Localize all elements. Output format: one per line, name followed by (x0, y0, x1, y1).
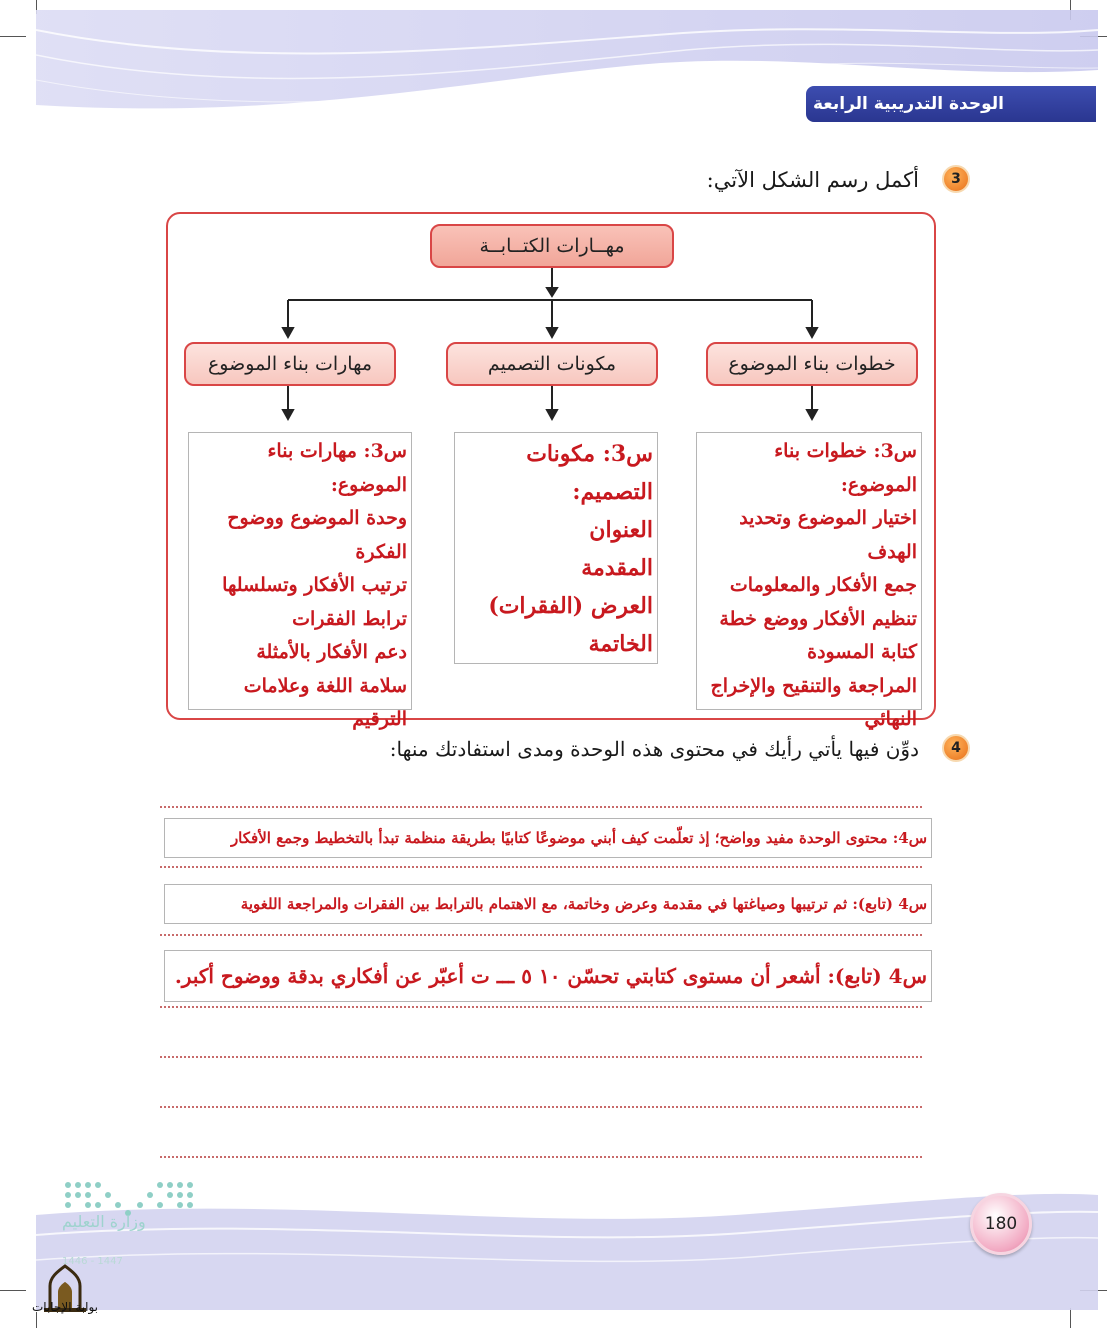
diagram-branch-writing-steps: خطوات بناء الموضوع (706, 342, 918, 386)
writing-line (160, 1106, 922, 1108)
answer-box-design-components (454, 432, 658, 664)
answer-box-topic-skills (188, 432, 412, 730)
answer-line: الهدف (867, 540, 917, 563)
answer-line: سلامة اللغة وعلامات (243, 674, 407, 697)
writing-line (160, 866, 922, 868)
answer-line: دعم الأفكار بالأمثلة (256, 641, 407, 663)
question-3-number-badge: 3 (942, 165, 970, 193)
diagram-branch-design-components: مكونات التصميم (446, 342, 658, 386)
writing-line (160, 806, 922, 808)
answer-line: العرض (الفقرات) (488, 593, 653, 619)
diagram-root-node: مهــارات الكتــابــة (430, 224, 674, 268)
answer-box-writing-steps (696, 432, 922, 730)
answer-line: المراجعة والتنقيح والإخراج (710, 674, 917, 697)
answer-line: جمع الأفكار والمعلومات (729, 574, 917, 596)
answer-line: التصميم: (572, 479, 653, 505)
question-4-text: دوِّن فيها يأتي رأيك في محتوى هذه الوحدة ومدى استفادتك منها: (389, 737, 919, 761)
crop-mark (0, 1290, 26, 1291)
crop-mark (1070, 1308, 1071, 1328)
answer-line: س3: مهارات بناء الموضوع: (267, 440, 407, 496)
answer-line: اختيار الموضوع وتحديد (739, 507, 917, 529)
answer-line: س3: خطوات بناء الموضوع: (774, 440, 917, 496)
unit-title-tab: الوحدة التدريبية الرابعة (806, 86, 1096, 122)
writing-line (160, 1056, 922, 1058)
ministry-text: وزارة التعليم (62, 1212, 146, 1231)
ministry-year: 1446 - 1447 (62, 1256, 123, 1267)
writing-line (160, 934, 922, 936)
answer-line-3: س4 (تابع): أشعر أن مستوى كتابتي تحسّن ١٠ ٥ ـــ ت أعبّر عن أفكاري بدقة ووضوح أكبر. (164, 950, 932, 1002)
answer-line: الترقيم (352, 708, 407, 730)
crop-mark (0, 36, 26, 37)
answer-line: كتابة المسودة (807, 641, 917, 663)
writing-line (160, 1006, 922, 1008)
answer-line-1: س4: محتوى الوحدة مفيد وواضح؛ إذ تعلّمت كيف أبني موضوعًا كتابيًا بطريقة منظمة تبدأ بالتخطيط وجمع الأفكار (164, 818, 932, 858)
answer-line: تنظيم الأفكار ووضع خطة (719, 607, 917, 630)
portal-text: بوابة الإجابات (31, 1300, 98, 1314)
question-4-number-badge: 4 (942, 734, 970, 762)
question-3-text: أكمل رسم الشكل الآتي: (706, 168, 919, 192)
diagram-branch-topic-skills: مهارات بناء الموضوع (184, 342, 396, 386)
ministry-logo-dots (60, 1152, 200, 1262)
answer-line-2: س4 (تابع): ثم ترتيبها وصياغتها في مقدمة وعرض وخاتمة، مع الاهتمام بالترابط بين الفقرات والمراجعة اللغوية (164, 884, 932, 924)
answer-line: ترابط الفقرات (292, 607, 407, 630)
answer-line: المقدمة (581, 555, 653, 581)
answer-line: ترتيب الأفكار وتسلسلها (222, 574, 407, 596)
answer-line: وحدة الموضوع ووضوح (227, 507, 407, 529)
answer-line: س3: مكونات (526, 441, 653, 467)
header-wave-decoration (36, 10, 1098, 160)
page-number-badge: 180 (970, 1193, 1032, 1255)
answer-line: العنوان (589, 517, 653, 543)
answer-line: الفكرة (355, 540, 407, 563)
writing-line (160, 1156, 922, 1158)
answer-line: الخاتمة (588, 631, 653, 657)
answer-line: النهائي (864, 708, 917, 730)
